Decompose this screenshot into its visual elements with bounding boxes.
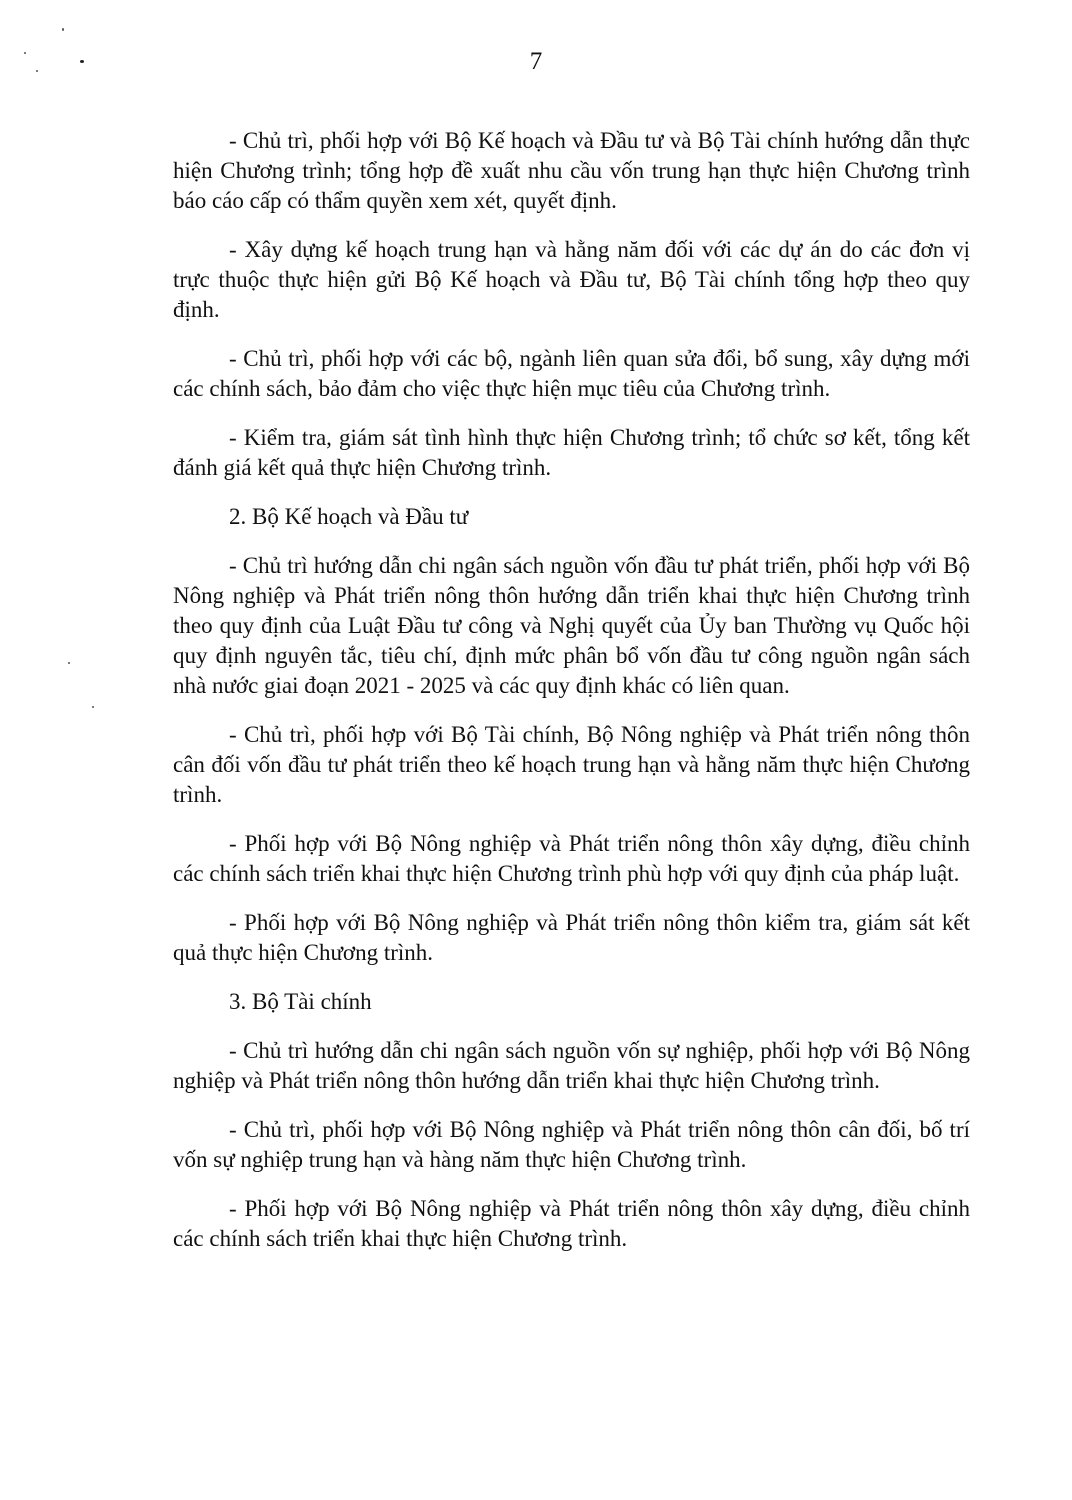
- scan-speck: [68, 662, 70, 664]
- paragraph: - Chủ trì, phối hợp với các bộ, ngành liên quan sửa đổi, bổ sung, xây dựng mới các chính sách, bảo đảm cho việc thực hiện mục tiêu của Chương trình.: [173, 346, 970, 401]
- page-number: 7: [529, 48, 543, 75]
- paragraph: - Phối hợp với Bộ Nông nghiệp và Phát triển nông thôn kiểm tra, giám sát kết quả thực hiện Chương trình.: [173, 910, 970, 965]
- section-heading: 3. Bộ Tài chính: [229, 989, 372, 1014]
- paragraph: - Kiểm tra, giám sát tình hình thực hiện Chương trình; tổ chức sơ kết, tổng kết đánh giá kết quả thực hiện Chương trình.: [173, 425, 970, 480]
- document-body: [173, 126, 970, 1273]
- paragraph: - Xây dựng kế hoạch trung hạn và hằng năm đối với các dự án do các đơn vị trực thuộc thực hiện gửi Bộ Kế hoạch và Đầu tư, Bộ Tài chính tổng hợp theo quy định.: [173, 237, 970, 322]
- section-heading: 2. Bộ Kế hoạch và Đầu tư: [229, 504, 469, 529]
- paragraph: - Chủ trì hướng dẫn chi ngân sách nguồn vốn sự nghiệp, phối hợp với Bộ Nông nghiệp và Phát triển nông thôn hướng dẫn triển khai thực hiện Chương trình.: [173, 1038, 970, 1093]
- paragraph: - Chủ trì, phối hợp với Bộ Kế hoạch và Đầu tư và Bộ Tài chính hướng dẫn thực hiện Chương trình; tổng hợp đề xuất nhu cầu vốn trung hạn thực hiện Chương trình báo cáo cấp có thẩm quyền xem xét, quyết định.: [173, 128, 970, 213]
- paragraph: - Chủ trì, phối hợp với Bộ Tài chính, Bộ Nông nghiệp và Phát triển nông thôn cân đối vốn đầu tư phát triển theo kế hoạch trung hạn và hằng năm thực hiện Chương trình.: [173, 722, 970, 807]
- scan-speck: [62, 28, 64, 31]
- paragraph: - Chủ trì, phối hợp với Bộ Nông nghiệp và Phát triển nông thôn cân đối, bố trí vốn sự nghiệp trung hạn và hàng năm thực hiện Chương trình.: [173, 1117, 970, 1172]
- paragraph: - Phối hợp với Bộ Nông nghiệp và Phát triển nông thôn xây dựng, điều chỉnh các chính sách triển khai thực hiện Chương trình phù hợp với quy định của pháp luật.: [173, 831, 970, 886]
- paragraph: - Chủ trì hướng dẫn chi ngân sách nguồn vốn đầu tư phát triển, phối hợp với Bộ Nông nghiệp và Phát triển nông thôn hướng dẫn triển khai thực hiện Chương trình theo quy định của Luật Đầu tư công và Nghị quyết của Ủy ban Thường vụ Quốc hội quy định nguyên tắc, tiêu chí, định mức phân bổ vốn đầu tư công nguồn ngân sách nhà nước giai đoạn 2021 - 2025 và các quy định khác có liên quan.: [173, 553, 970, 698]
- paragraph: - Phối hợp với Bộ Nông nghiệp và Phát triển nông thôn xây dựng, điều chỉnh các chính sách triển khai thực hiện Chương trình.: [173, 1196, 970, 1251]
- scan-speck: [92, 706, 94, 708]
